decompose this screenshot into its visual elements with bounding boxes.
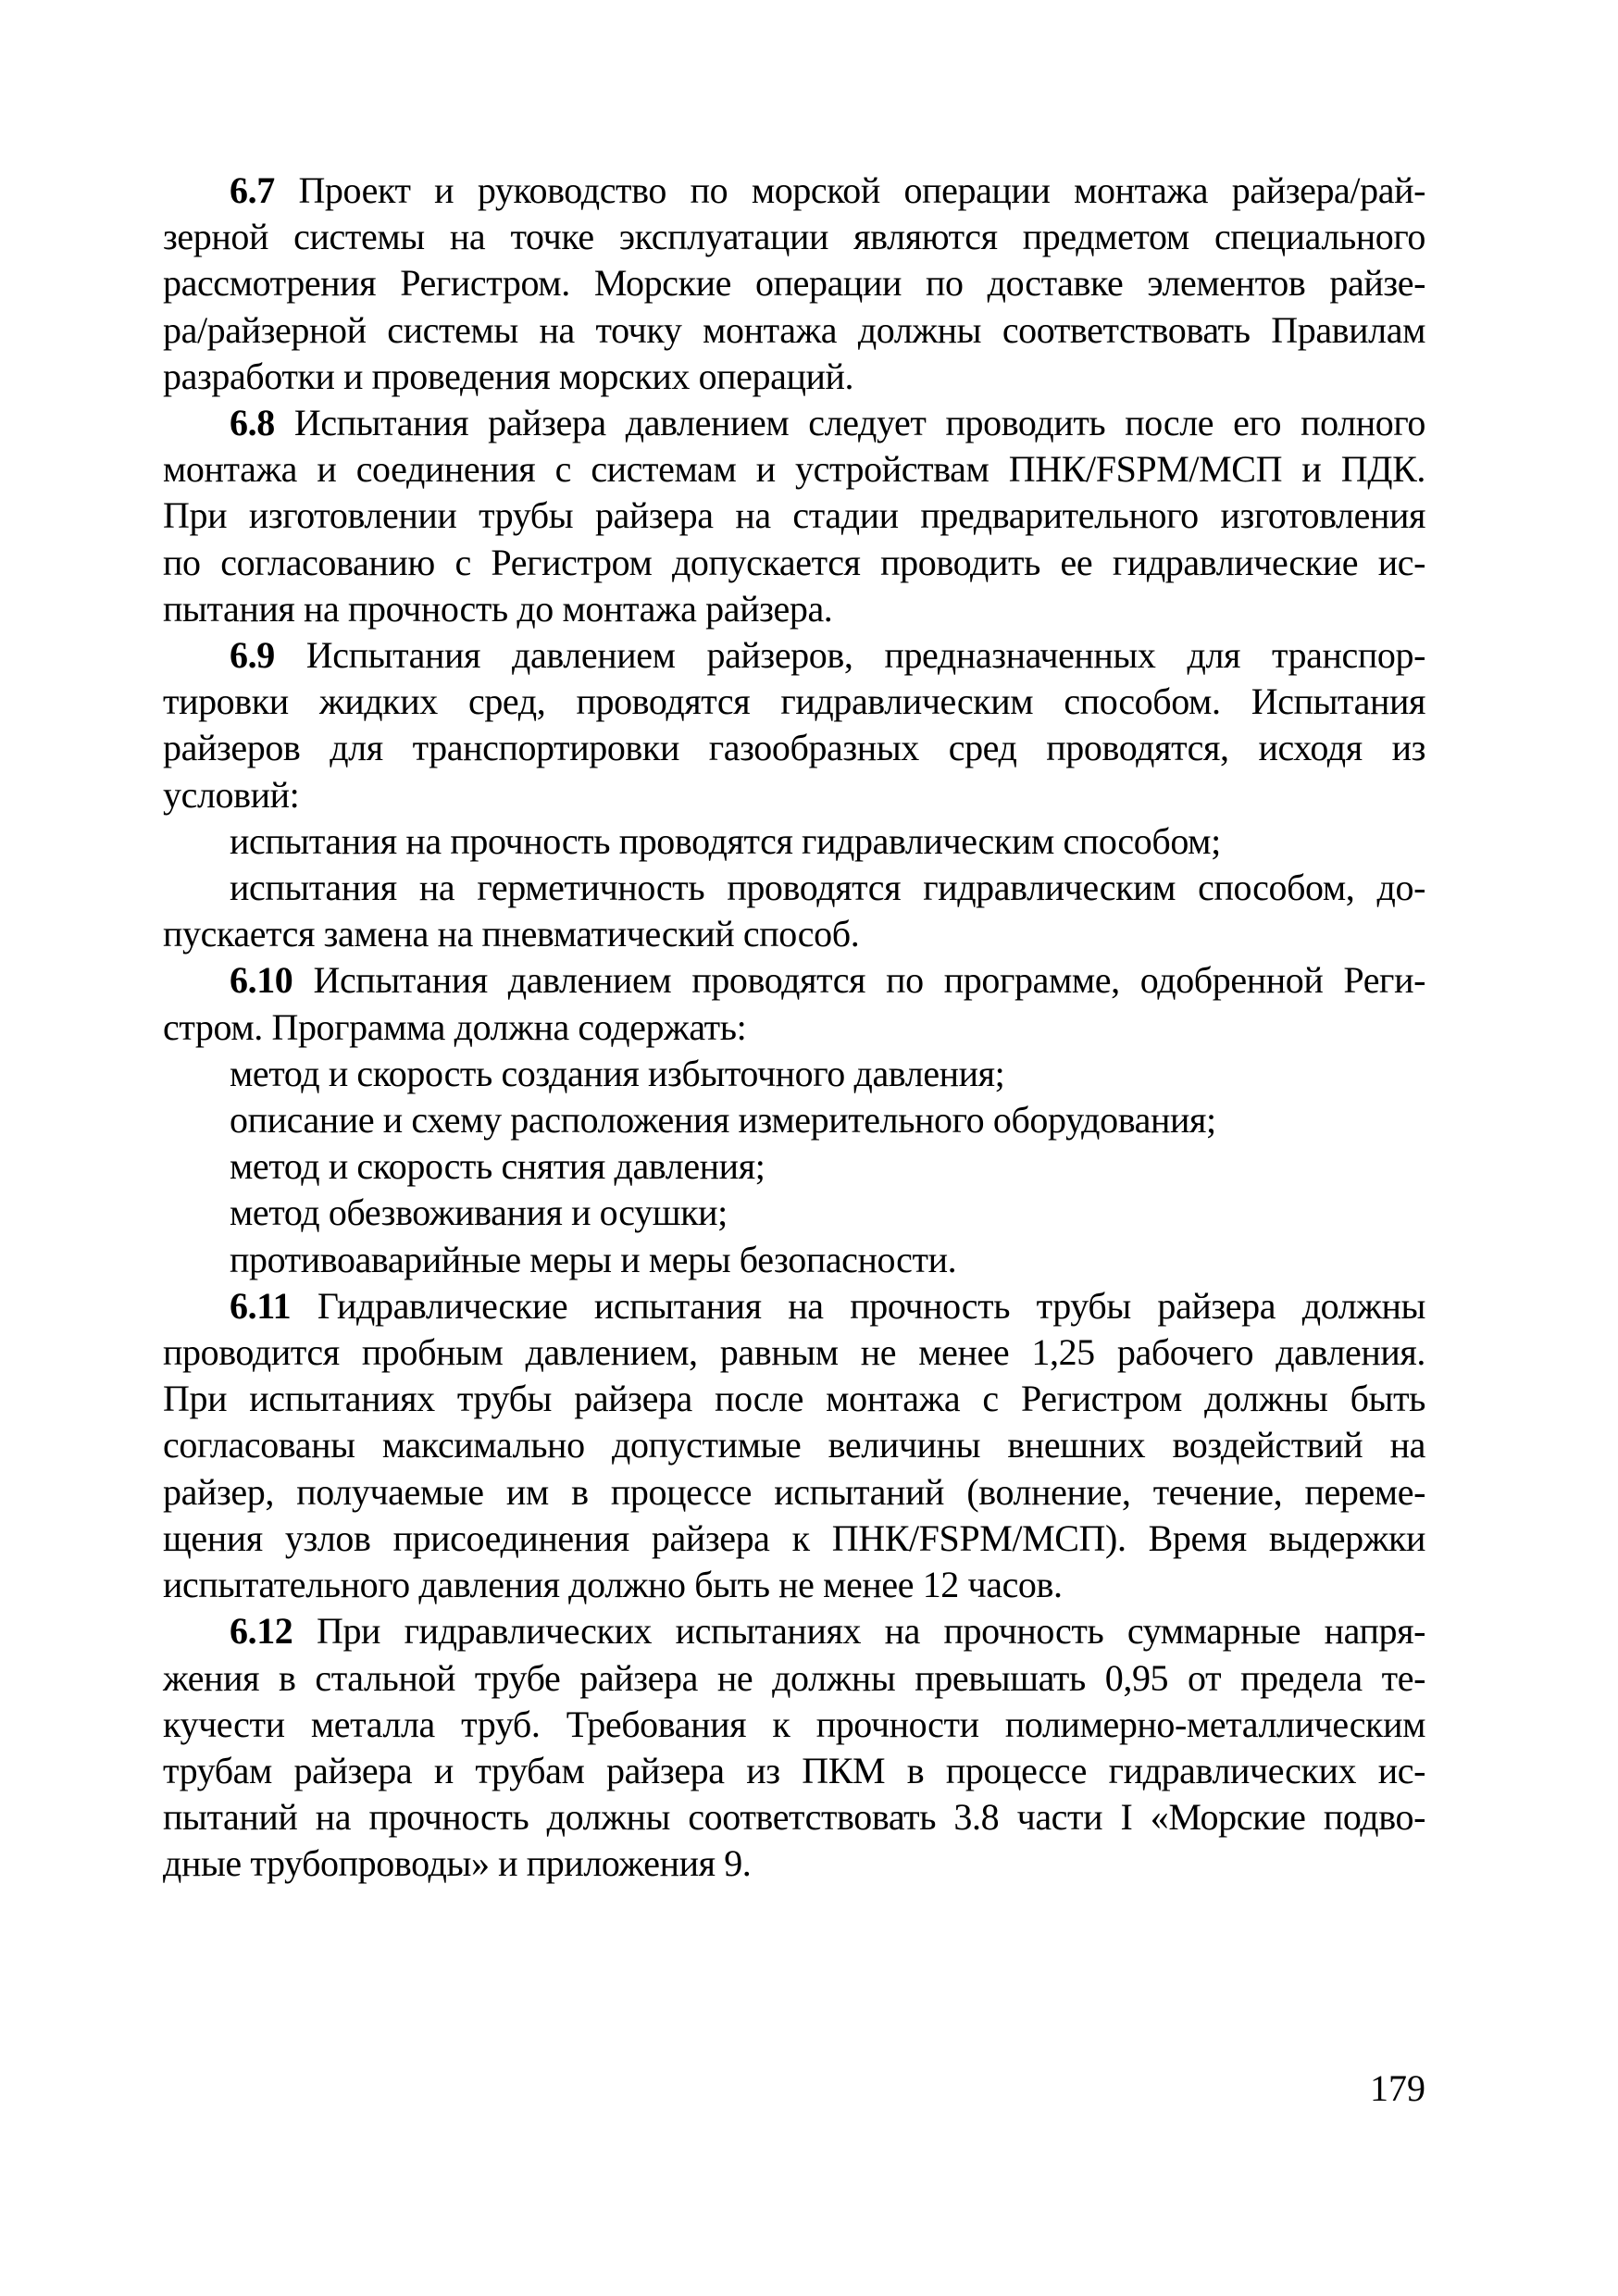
section-number: 6.7 <box>230 169 275 211</box>
text-line: испытательного давления должно быть не менее 12 часов. <box>163 1564 1063 1606</box>
text-line: тировки жидких сред, проводятся гидравлическим способом. Испытания <box>163 680 1425 723</box>
text-line: монтажа и соединения с системам и устройствам ПНК/FSPM/МСП и ПДК. <box>163 448 1425 491</box>
paragraph <box>163 957 1425 1050</box>
paragraph <box>163 168 1425 400</box>
text-line: 6.10 Испытания давлением проводятся по программе, одобренной Реги- <box>230 959 1425 1002</box>
paragraph <box>163 632 1425 818</box>
text-line: противоаварийные меры и меры безопасности. <box>230 1238 957 1280</box>
section-number: 6.8 <box>230 402 275 444</box>
text-line: испытания на герметичность проводятся гидравлическим способом, до- <box>230 867 1425 909</box>
text-line: жения в стальной трубе райзера не должны превышать 0,95 от предела те- <box>163 1656 1425 1699</box>
text-line: райзеров для транспортировки газообразных сред проводятся, исходя из <box>163 727 1425 769</box>
section-number: 6.12 <box>230 1610 293 1653</box>
text-line: пускается замена на пневматический способ. <box>163 913 860 955</box>
paragraph <box>163 818 1425 865</box>
text-line: дные трубопроводы» и приложения 9. <box>163 1842 752 1885</box>
page-number: 179 <box>1370 2067 1425 2109</box>
text-line: При испытаниях трубы райзера после монтажа с Регистром должны быть <box>163 1378 1425 1420</box>
text-line: пытания на прочность до монтажа райзера. <box>163 587 833 630</box>
text-line: 6.7 Проект и руководство по морской операции монтажа райзера/рай- <box>230 169 1425 211</box>
document-body <box>163 168 1425 1888</box>
text-line: трубам райзера и трубам райзера из ПКМ в процессе гидравлических ис- <box>163 1749 1425 1791</box>
paragraph <box>163 1608 1425 1887</box>
text-line: 6.12 При гидравлических испытаниях на прочность суммарные напря- <box>230 1610 1425 1653</box>
section-number: 6.10 <box>230 959 293 1002</box>
text-line: пытаний на прочность должны соответствовать 3.8 части I «Морские подво- <box>163 1796 1425 1839</box>
paragraph <box>163 1283 1425 1608</box>
text-line: кучести металла труб. Требования к прочности полимерно-металлическим <box>163 1703 1425 1745</box>
section-number: 6.11 <box>230 1284 292 1327</box>
paragraph <box>163 1143 1425 1190</box>
text-line: метод и скорость создания избыточного давления; <box>230 1052 1005 1094</box>
text-line: согласованы максимально допустимые величины внешних воздействий на <box>163 1424 1425 1466</box>
text-line: райзер, получаемые им в процессе испытаний (волнение, течение, переме- <box>163 1470 1425 1513</box>
text-line: щения узлов присоединения райзера к ПНК/FSPM/МСП). Время выдержки <box>163 1516 1425 1559</box>
paragraph <box>163 1097 1425 1143</box>
text-line: по согласованию с Регистром допускается проводить ее гидравлические ис- <box>163 541 1425 583</box>
text-line: 6.9 Испытания давлением райзеров, предназначенных для транспор- <box>230 634 1425 677</box>
paragraph <box>163 865 1425 957</box>
text-line: разработки и проведения морских операций. <box>163 355 854 397</box>
paragraph <box>163 400 1425 632</box>
paragraph <box>163 1190 1425 1236</box>
text-line: испытания на прочность проводятся гидравлическим способом; <box>230 819 1221 862</box>
text-line: метод и скорость снятия давления; <box>230 1145 765 1188</box>
text-line: проводится пробным давлением, равным не менее 1,25 рабочего давления. <box>163 1331 1425 1374</box>
text-line: условий: <box>163 773 300 816</box>
text-line: 6.8 Испытания райзера давлением следует проводить после его полного <box>230 402 1425 444</box>
text-line: При изготовлении трубы райзера на стадии предварительного изготовления <box>163 494 1425 537</box>
text-line: метод обезвоживания и осушки; <box>230 1192 728 1234</box>
text-line: ра/райзерной системы на точку монтажа должны соответствовать Правилам <box>163 308 1425 351</box>
text-line: зерной системы на точке эксплуатации являются предметом специального <box>163 216 1425 258</box>
paragraph <box>163 1237 1425 1283</box>
paragraph <box>163 1051 1425 1097</box>
text-line: описание и схему расположения измерительного оборудования; <box>230 1099 1216 1142</box>
text-line: стром. Программа должна содержать: <box>163 1005 747 1048</box>
section-number: 6.9 <box>230 634 275 677</box>
text-line: 6.11 Гидравлические испытания на прочность трубы райзера должны <box>230 1284 1425 1327</box>
text-line: рассмотрения Регистром. Морские операции по доставке элементов райзе- <box>163 262 1425 305</box>
